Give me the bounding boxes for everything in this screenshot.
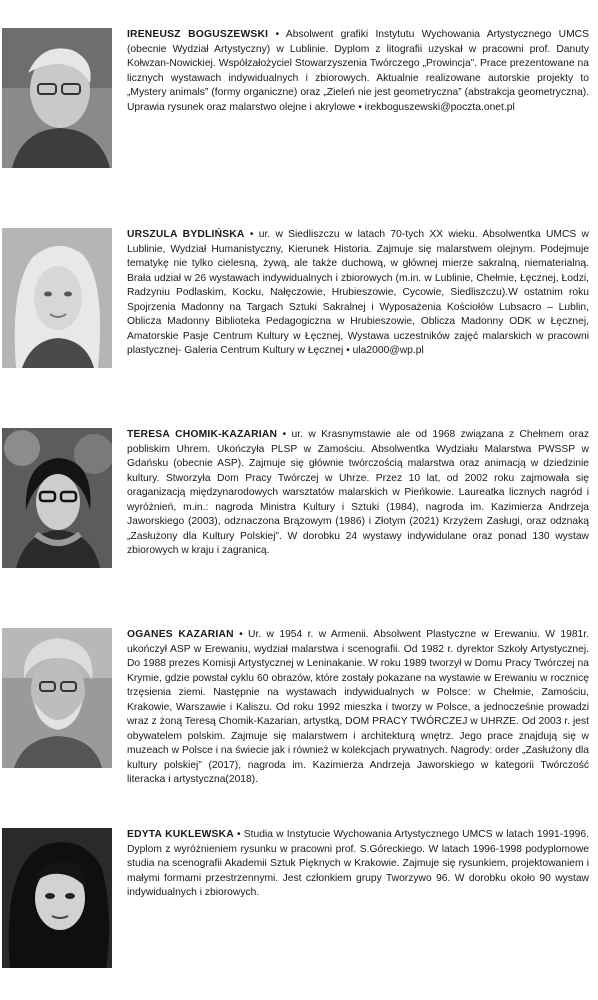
artist-name: IRENEUSZ BOGUSZEWSKI [127,29,269,40]
artist-bio-text: • ur. w Siedliszczu w latach 70-tych XX wieku. Absolwentka UMCS w Lublinie, Wydział Humanistyczny, Kierunek Historia. Zajmuje się malarstwem olejnym. Podejmuje tematykę nie tylko cielesną, żywą, ale także duchową, w głównej mierze sakralną, niematerialną. Brała udział w 26 wystawach indywidualnych i zbiorowych (m.in. w Lublinie, Chełmie, Łęcznej, Łodzi, Radzyniu Podlaskim, Kocku, Nałęczowie, Hrubieszowie, Cycowie, Siedliszczu).W ostatnim roku Spojrzenia Madonny na Targach Sztuki Sakralnej i Wyposażenia Kościołów Lubsacro – Lublin, Oblicza Madonny Biblioteka Pedagogiczna w Hrubieszowie, Oblicza Madonny ODK w Łęcznej, Amatorskie Pasje Centrum Kultury w Łęcznej, Wystawa uczestników zajęć malarskich w pracowni plastycznej- Galeria Centrum Kultury w Łęcznej • ula2000@wp.pl [127,229,589,356]
artist-bio [127,28,589,115]
artist-name: EDYTA KUKLEWSKA [127,829,234,840]
portrait-man-glasses-image [2,28,112,168]
artist-bio [127,628,589,788]
portrait-woman-glasses-image [2,428,112,568]
artist-bio [127,828,589,901]
artist-name: URSZULA BYDLIŃSKA [127,229,245,240]
artist-bio-text: • Ur. w 1954 r. w Armenii. Absolwent Plastyczne w Erewaniu. W 1981r. ukończył ASP w Erewaniu, wydział malarstwa i scenografii. Od 1982 r. dyrektor Szkoły Artystycznej. Do 1988 prezes Komisji Artystycznej w Leninakanie. W roku 1989 tworzył w Domu Pracy Twórczej na Krymie, gdzie powstał cyklu 60 obrazów, które zostały pokazane na wystawie w Erewaniu w rocznicę trzęsienia ziemi. Następnie na wystawach indywidualnych w Polsce: w Chełmie, Zamościu, Krakowie, Warszawie i Kaliszu. Od roku 1992 mieszka i tworzy w Polsce, a jednocześnie prowadzi wraz z żoną Teresą Chomik-Kazarian, artystką, DOM PRACY TWÓRCZEJ w UHRZE. Od 2003 r. jest obywatelem polskim. Zajmuje się malarstwem i architekturą wnętrz. Jego prace znajdują się w muzeach w Polsce i na świecie jak i również w kolekcjach prywatnych. Nagrody: order „Zasłużony dla kultury polskiej” (2017), nagroda im. Kazimierza Andrzeja Jaworskiego w kategorii Twórczość literacka i artystyczna(2018). [127,629,589,785]
artist-photo [2,228,112,368]
artist-bio [127,228,589,359]
artist-name: OGANES KAZARIAN [127,629,234,640]
portrait-blonde-woman-image [2,228,112,368]
portrait-dark-woman-image [2,828,112,968]
artist-bio-text: • Absolwent grafiki Instytutu Wychowania Artystycznego UMCS (obecnie Wydział Artystyczny) w Lublinie. Dyplom z litografii uzyskał w pracowni prof. Danuty Kołwzan-Nowickiej. Współzałożyciel Stowarzyszenia Twórczego „Prowincja”. Prace prezentowane na licznych wystawach indywidualnych i zbiorowych. Aktualnie realizowane autorskie projekty to „Mystery animals” (formy organiczne) oraz „Zieleń nie jest geometryczna” (abstrakcja geometryczna). Uprawia rysunek oraz malarstwo olejne i akrylowe • irekboguszewski@poczta.onet.pl [127,29,589,113]
portrait-bearded-man-image [2,628,112,768]
artist-bio-text: • ur. w Krasnymstawie ale od 1968 związana z Chełmem oraz pobliskim Uhrem. Ukończyła PLSP w Zamościu. Absolwentka Wydziału Malarstwa PWSSP w Gdańsku (obecnie ASP). Zajmuje się głównie twórczością malarstwa oraz animacją w dziedzinie kultury. Stworzyła Dom Pracy Twórczej w Uhrze. Przez 10 lat, od 2002 roku zajmowała się oraganizacją międzynarodowych warsztatów malarskich w Pieńkowie. Laureatka licznych nagród i wyróżnień, m.in.: nagroda Ministra Kultury i Sztuki (1984), nagroda im. Kazimierza Andrzeja Jaworskiego (2003), odznaczona Brązowym (1986) i Złotym (2021) Krzyżem Zasługi, oraz odznaką „Zasłużony dla Kultury Polskiej”. W dorobku 24 wystawy indywidulane oraz ponad 130 wystaw zbiorowych w kraju i zagranicą. [127,429,589,556]
artist-photo [2,828,112,968]
artist-name: TERESA CHOMIK-KAZARIAN [127,429,278,440]
artist-photo [2,28,112,168]
artist-photo [2,628,112,768]
artist-photo [2,428,112,568]
artist-bio [127,428,589,559]
artist-bio-text: • Studia w Instytucie Wychowania Artystycznego UMCS w latach 1991-1996. Dyplom z wyróżnieniem rysunku w pracowni prof. S.Góreckiego. W latach 1996-1998 podyplomowe studia na scenografii Akademii Sztuk Pięknych w Krakowie. Zajmuje się rysunkiem, projektowaniem i małymi formami przestrzennymi. Jest członkiem grupy Tworzywo 96. W dorobku około 90 wystaw indywidualnych i zbiorowych. [127,829,589,898]
